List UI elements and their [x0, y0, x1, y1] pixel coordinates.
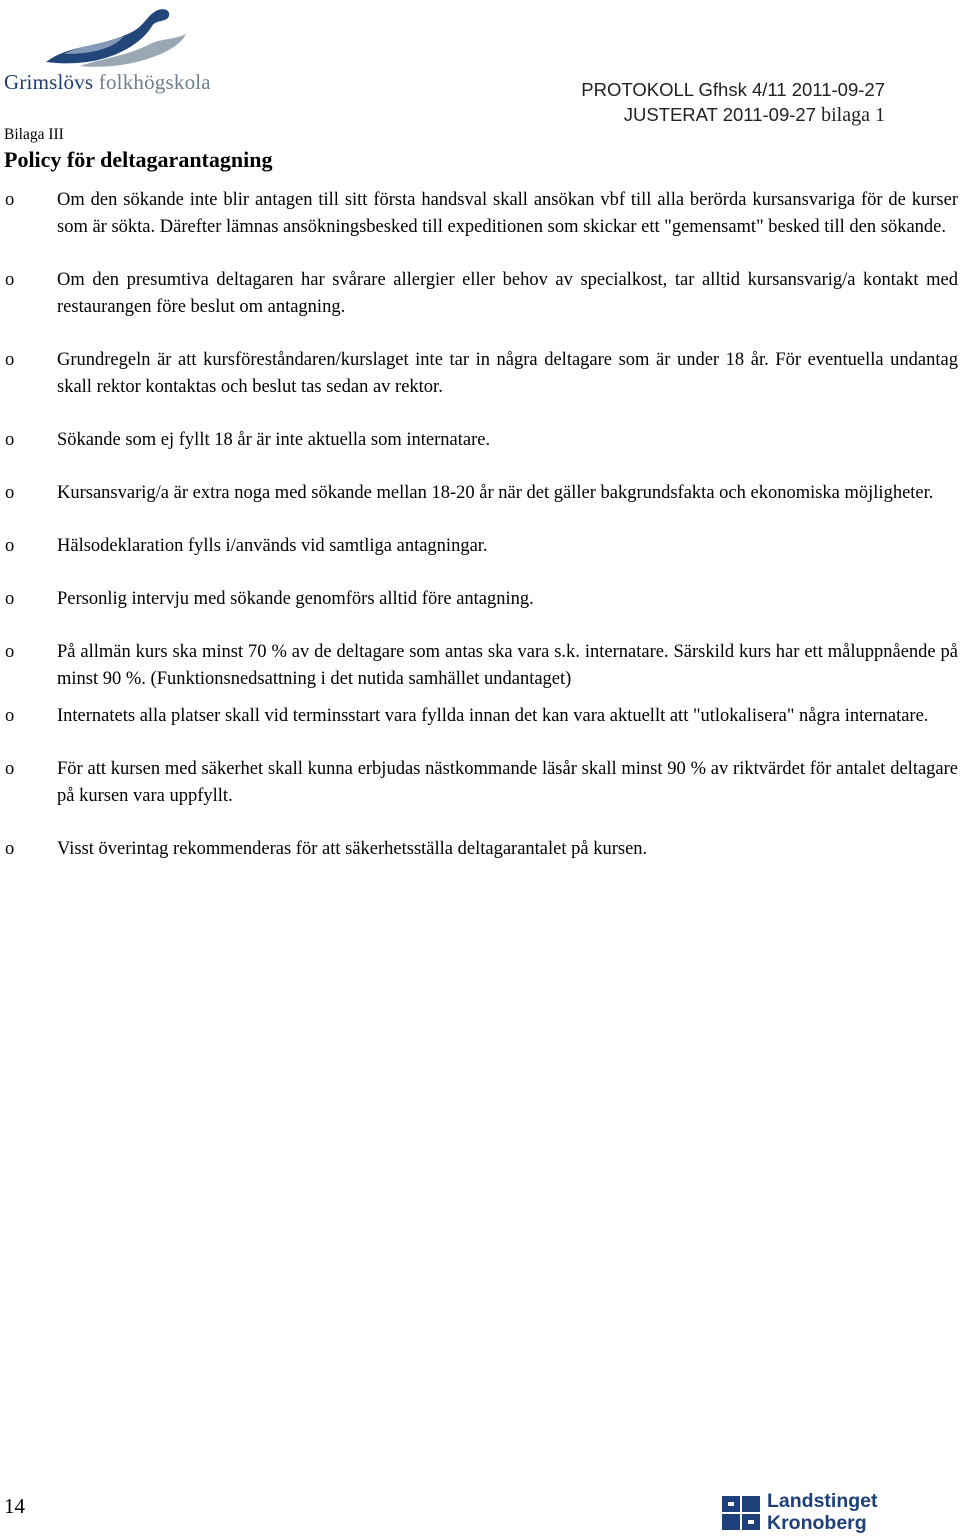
- page-title: Policy för deltagarantagning: [4, 147, 273, 172]
- org-line1: Landstinget: [767, 1490, 878, 1512]
- school-name-bold: Grimslövs: [4, 70, 94, 94]
- list-item-text: Sökande som ej fyllt 18 år är inte aktuella som internatare.: [57, 430, 491, 450]
- list-item: [0, 586, 960, 613]
- list-item-text: För att kursen med säkerhet skall kunna erbjudas nästkommande läsår skall minst 90 % av riktvärdet för antalet deltagare på kursen vara uppfyllt.: [57, 759, 958, 806]
- bullet-marker: o: [5, 430, 15, 450]
- org-name: [767, 1490, 878, 1534]
- list-item: [0, 533, 960, 560]
- list-item: [0, 347, 960, 401]
- protocol-header: [581, 77, 885, 128]
- bullet-marker: o: [5, 483, 15, 503]
- list-item: [0, 187, 960, 241]
- appendix-label: Bilaga III: [4, 126, 64, 143]
- list-item: [0, 836, 960, 863]
- bilaga-ref: bilaga 1: [821, 104, 885, 126]
- page-number: 14: [4, 1494, 25, 1518]
- list-item-text: Om den presumtiva deltagaren har svårare allergier eller behov av specialkost, tar alltid kursansvarig/a kontakt med restaurangen före beslut om antagning.: [57, 270, 958, 317]
- list-item-text: Grundregeln är att kursföreståndaren/kurslaget inte tar in några deltagare som är under 18 år. För eventuella undantag skall rektor kontaktas och beslut tas sedan av rektor.: [57, 350, 958, 397]
- justerat-text: JUSTERAT 2011-09-27: [623, 104, 816, 125]
- bullet-marker: o: [5, 536, 15, 556]
- landstinget-logo: [722, 1490, 892, 1538]
- list-item-text: Hälsodeklaration fylls i/används vid samtliga antagningar.: [57, 536, 488, 556]
- bullet-marker: o: [5, 190, 15, 210]
- list-item-text: Kursansvarig/a är extra noga med sökande mellan 18-20 år när det gäller bakgrundsfakta och ekonomiska möjligheter.: [57, 483, 934, 503]
- bullet-marker: o: [5, 270, 15, 290]
- list-item: [0, 703, 960, 730]
- policy-list: [0, 187, 960, 863]
- bullet-marker: o: [5, 839, 15, 859]
- list-item-text: Personlig intervju med sökande genomförs alltid före antagning.: [57, 589, 534, 609]
- list-item-text: Visst överintag rekommenderas för att säkerhetsställa deltagarantalet på kursen.: [57, 839, 648, 859]
- list-item: [0, 480, 960, 507]
- bullet-marker: o: [5, 589, 15, 609]
- list-item: [0, 639, 960, 693]
- bullet-marker: o: [5, 759, 15, 779]
- list-item-text: På allmän kurs ska minst 70 % av de deltagare som antas ska vara s.k. internatare. Särskild kurs har ett måluppnående på minst 90 %. (Funktionsnedsattning i det nutida samhället undantaget): [57, 642, 958, 689]
- bullet-marker: o: [5, 706, 15, 726]
- list-item: [0, 427, 960, 454]
- justerat-line: [581, 102, 885, 128]
- bullet-marker: o: [5, 350, 15, 370]
- landstinget-mark-icon: [722, 1494, 762, 1534]
- swan-logo-icon: [40, 4, 190, 70]
- list-item-text: Om den sökande inte blir antagen till sitt första handsval skall ansökan vbf till alla berörda kursansvariga för de kurser som är sökta. Därefter lämnas ansökningsbesked till expeditionen som skickar ett "gemensamt" besked till den sökande.: [57, 190, 958, 237]
- school-logo: [4, 4, 236, 98]
- list-item: [0, 756, 960, 810]
- protocol-line: PROTOKOLL Gfhsk 4/11 2011-09-27: [581, 79, 885, 100]
- bullet-marker: o: [5, 642, 15, 662]
- school-name: [4, 70, 211, 95]
- org-line2: Kronoberg: [767, 1512, 867, 1534]
- list-item: [0, 267, 960, 321]
- list-item-text: Internatets alla platser skall vid terminsstart vara fyllda innan det kan vara aktuellt att "utlokalisera" några internatare.: [57, 706, 929, 726]
- school-name-thin: folkhögskola: [98, 70, 211, 94]
